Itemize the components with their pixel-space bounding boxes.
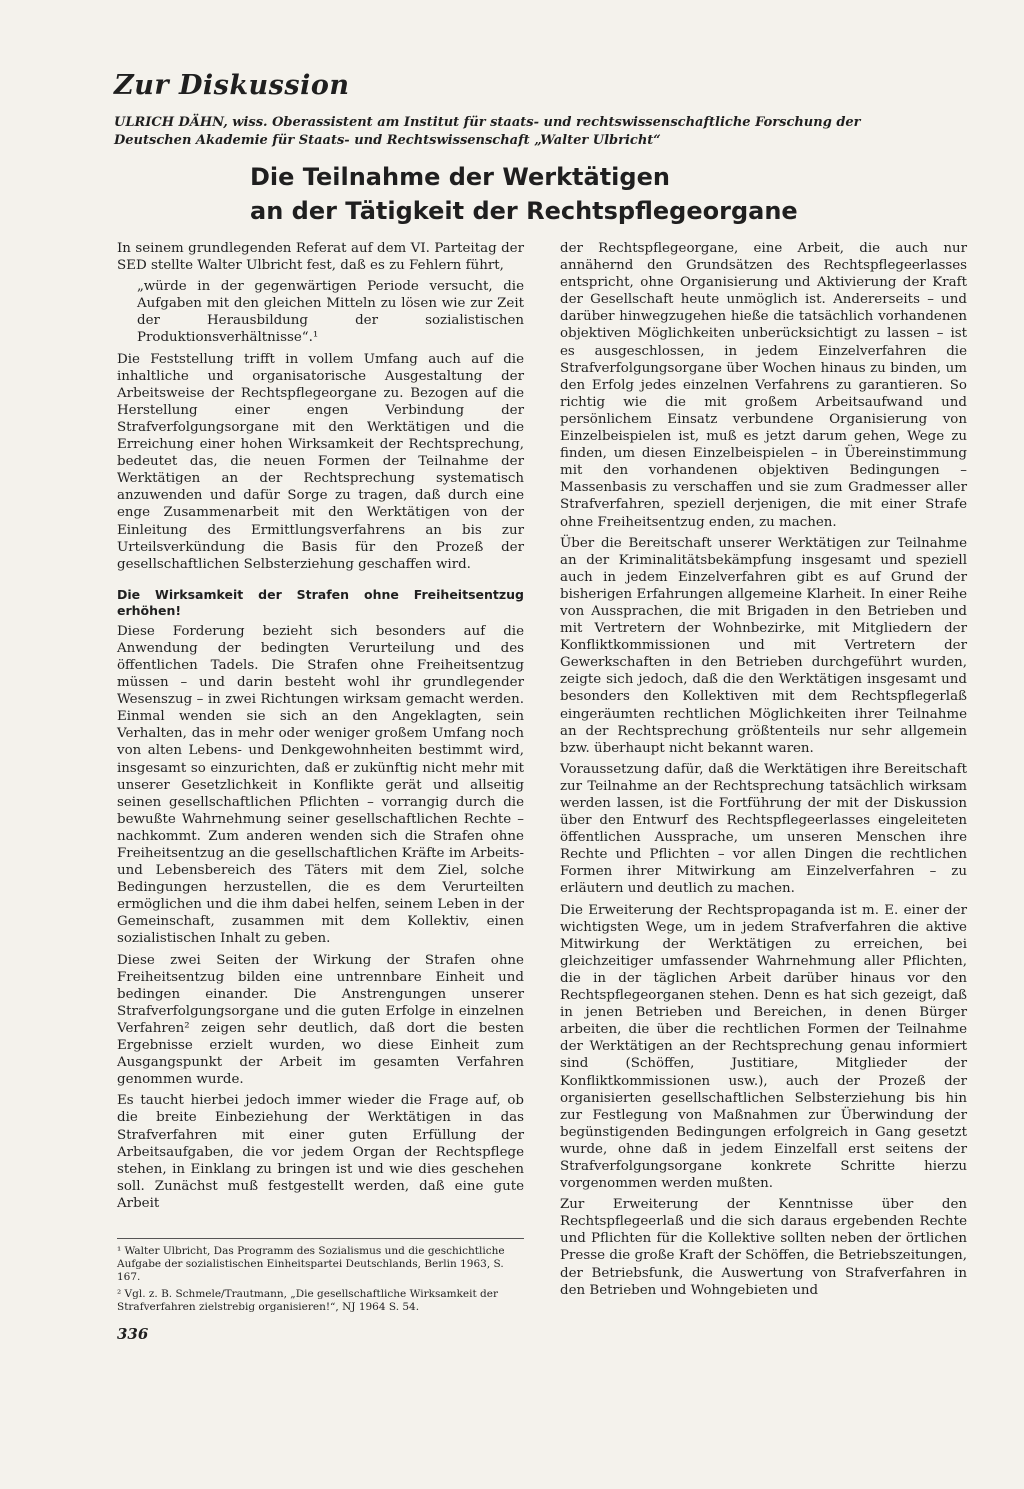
- footnotes: [117, 1238, 524, 1318]
- article-headline: [250, 160, 810, 228]
- author-line: ULRICH DÄHN, wiss. Oberassistent am Institut für staats- und rechtswissenschaftliche Forschung der Deutschen Akademie für Staats- und Rechtswissenschaft „Walter Ulbricht“: [114, 115, 861, 148]
- paragraph: Über die Bereitschaft unserer Werktätigen zur Teilnahme an der Kriminalitätsbekämpfung insgesamt und speziell auch in jedem Einzelverfahren gibt es auf Grund der bisherigen Erfahrungen allgemeine Klarheit. In einer Reihe von Aussprachen, die mit Brigaden in den Betrieben und mit Vertretern der Wohnbezirke, mit Mitgliedern der Konfliktkommissionen und mit Vertretern der Gewerkschaften in den Betrieben durchgeführt wurden, zeigte sich jedoch, daß die den Werktätigen insgesamt und besonders den Kollektiven mit dem Rechtspflegerlaß eingeräumten rechtlichen Möglichkeiten ihrer Teilnahme an der Rechtsprechung größtenteils nur sehr allgemein bzw. überhaupt nicht bekannt waren.: [560, 535, 967, 756]
- paragraph: Es taucht hierbei jedoch immer wieder die Frage auf, ob die breite Einbeziehung der Werktätigen in das Strafverfahren mit einer guten Erfüllung der Arbeitsaufgaben, die vor jedem Organ der Rechtspflege stehen, in Einklang zu bringen ist und wie dies geschehen soll. Zunächst muß festgestellt werden, daß eine gute Arbeit: [117, 1093, 524, 1211]
- paragraph: der Rechtspflegeorgane, eine Arbeit, die auch nur annähernd den Grundsätzen des Rechtspflegeerlasses entspricht, ohne Organisierung und Aktivierung der Kraft der Gesellschaft heute unmöglich ist. Andererseits – und darüber hinwegzugehen hieße die tatsächlich vorhandenen objektiven Möglichkeiten unberücksichtigt zu lassen – ist es ausgeschlossen, in jedem Einzelverfahren die Strafverfolgungsorgane über Wochen hinaus zu binden, um den Erfolg jedes einzelnen Verfahrens zu garantieren. So richtig wie die mit großem Arbeitsaufwand und persönlichem Einsatz verbundene Organisierung von Einzelbeispielen ist, muß es jetzt darum gehen, Wege zu finden, um diesen Einzelbeispielen – in Übereinstimmung mit den vorhandenen objektiven Bedingungen – Massenbasis zu verschaffen und sie zum Gradmesser aller Strafverfahren, speziell derjenigen, die mit einer Strafe ohne Freiheitsentzug enden, zu machen.: [560, 241, 967, 530]
- paragraph: Diese zwei Seiten der Wirkung der Strafen ohne Freiheitsentzug bilden eine untrennbare Einheit und bedingen einander. Die Anstrengungen unserer Strafverfolgungsorgane und die guten Erfolge in einzelnen Verfahren² zeigen sehr deutlich, daß dort die besten Ergebnisse erzielt wurden, wo diese Einheit zum Ausgangspunkt der Arbeit im gesamten Verfahren genommen wurde.: [117, 952, 524, 1088]
- quote: „würde in der gegenwärtigen Periode versucht, die Aufgaben mit den gleichen Mitteln zu lösen wie zur Zeit der Herausbildung der sozialistischen Produktionsverhältnisse“.¹: [137, 279, 524, 346]
- page-number: 336: [117, 1325, 149, 1343]
- footnote-1: ¹ Walter Ulbricht, Das Programm des Sozialismus und die geschichtliche Aufgabe der sozialistischen Einheitspartei Deutschlands, Berlin 1963, S. 167.: [117, 1245, 505, 1283]
- paragraph: In seinem grundlegenden Referat auf dem VI. Parteitag der SED stellte Walter Ulbricht fest, daß es zu Fehlern führt,: [117, 241, 524, 274]
- left-column: [117, 240, 524, 1212]
- paragraph: Voraussetzung dafür, daß die Werktätigen ihre Bereitschaft zur Teilnahme an der Rechtsprechung tatsächlich wirksam werden lassen, ist die Fortführung der mit der Diskussion über den Entwurf des Rechtspflegeerlasses eingeleiteten öffentlichen Aussprache, um unseren Menschen ihre Rechte und Pflichten – vor allen Dingen die rechtlichen Formen ihrer Mitwirkung am Einzelverfahren – zu erläutern und deutlich zu machen.: [560, 761, 967, 897]
- section-title: Zur Diskussion: [114, 70, 350, 101]
- subheading: Die Wirksamkeit der Strafen ohne Freiheitsentzug erhöhen!: [117, 586, 524, 618]
- paragraph: Zur Erweiterung der Kenntnisse über den Rechtspflegeerlaß und die sich daraus ergebenden Rechte und Pflichten für die Kollektive sollten neben der örtlichen Presse die große Kraft der Schöffen, die Betriebszeitungen, der Betriebsfunk, die Auswertung von Strafverfahren in den Betrieben und Wohngebieten und: [560, 1197, 967, 1298]
- paragraph: Die Erweiterung der Rechtspropaganda ist m. E. einer der wichtigsten Wege, um in jedem Strafverfahren die aktive Mitwirkung der Werktätigen zu erreichen, bei gleichzeitiger umfassender Wahrnehmung aller Pflichten, die in der täglichen Arbeit darüber hinaus vor den Rechtspflegeorganen stehen. Denn es hat sich gezeigt, daß in jenen Betrieben und Bereichen, in denen Bürger arbeiten, die über die rechtlichen Formen der Teilnahme der Werktätigen an der Rechtsprechung genau informiert sind (Schöffen, Justitiare, Mitglieder der Konfliktkommissionen usw.), auch der Prozeß der organisierten gesellschaftlichen Selbsterziehung bis hin zur Festlegung von Maßnahmen zur Überwindung der begünstigenden Bedingungen erfolgreich in Gang gesetzt wurde, ohne daß in jedem Einzelfall erst seitens der Strafverfolgungsorgane konkrete Schritte hierzu vorgenommen werden mußten.: [560, 902, 967, 1192]
- headline-line-2: an der Tätigkeit der Rechtspflegeorgane: [250, 197, 798, 225]
- paragraph: Diese Forderung bezieht sich besonders auf die Anwendung der bedingten Verurteilung und des öffentlichen Tadels. Die Strafen ohne Freiheitsentzug müssen – und darin besteht wohl ihr grundlegender Wesenszug – in zwei Richtungen wirksam gemacht werden. Einmal wenden sie sich an den Angeklagten, sein Verhalten, das in mehr oder weniger großem Umfang noch von alten Lebens- und Denkgewohnheiten bestimmt wird, insgesamt so einzurichten, daß er zukünftig nicht mehr mit unserer Gesetzlichkeit in Konflikte gerät und allseitig seinen gesellschaftlichen Pflichten – vorrangig durch die bewußte Wahrnehmung seiner gesellschaftlichen Rechte – nachkommt. Zum anderen wenden sich die Strafen ohne Freiheitsentzug an die gesellschaftlichen Kräfte im Arbeits- und Lebensbereich des Täters mit dem Ziel, solche Bedingungen herzustellen, die es dem Verurteilten ermöglichen und die ihm dabei helfen, seinem Leben in der Gemeinschaft, zusammen mit dem Kollektiv, einen sozialistischen Inhalt zu geben.: [117, 623, 524, 947]
- headline-line-1: Die Teilnahme der Werktätigen: [250, 163, 670, 191]
- footnote-2: ² Vgl. z. B. Schmele/Trautmann, „Die gesellschaftliche Wirksamkeit der Strafverfahren zielstrebig organisieren!“, NJ 1964 S. 54.: [117, 1288, 499, 1313]
- paragraph: Die Feststellung trifft in vollem Umfang auch auf die inhaltliche und organisatorische Ausgestaltung der Arbeitsweise der Rechtspflegeorgane zu. Bezogen auf die Herstellung einer engen Verbindung der Strafverfolgungsorgane mit den Werktätigen und die Erreichung einer hohen Wirksamkeit der Rechtsprechung, bedeutet das, die neuen Formen der Teilnahme der Werktätigen an der Rechtsprechung systematisch anzuwenden und dafür Sorge zu tragen, daß durch eine enge Zusammenarbeit mit den Werktätigen von der Einleitung des Ermittlungsverfahrens an bis zur Urteilsverkündung die Basis für den Prozeß der gesellschaftlichen Selbsterziehung geschaffen wird.: [117, 351, 524, 572]
- right-column: [560, 240, 967, 1299]
